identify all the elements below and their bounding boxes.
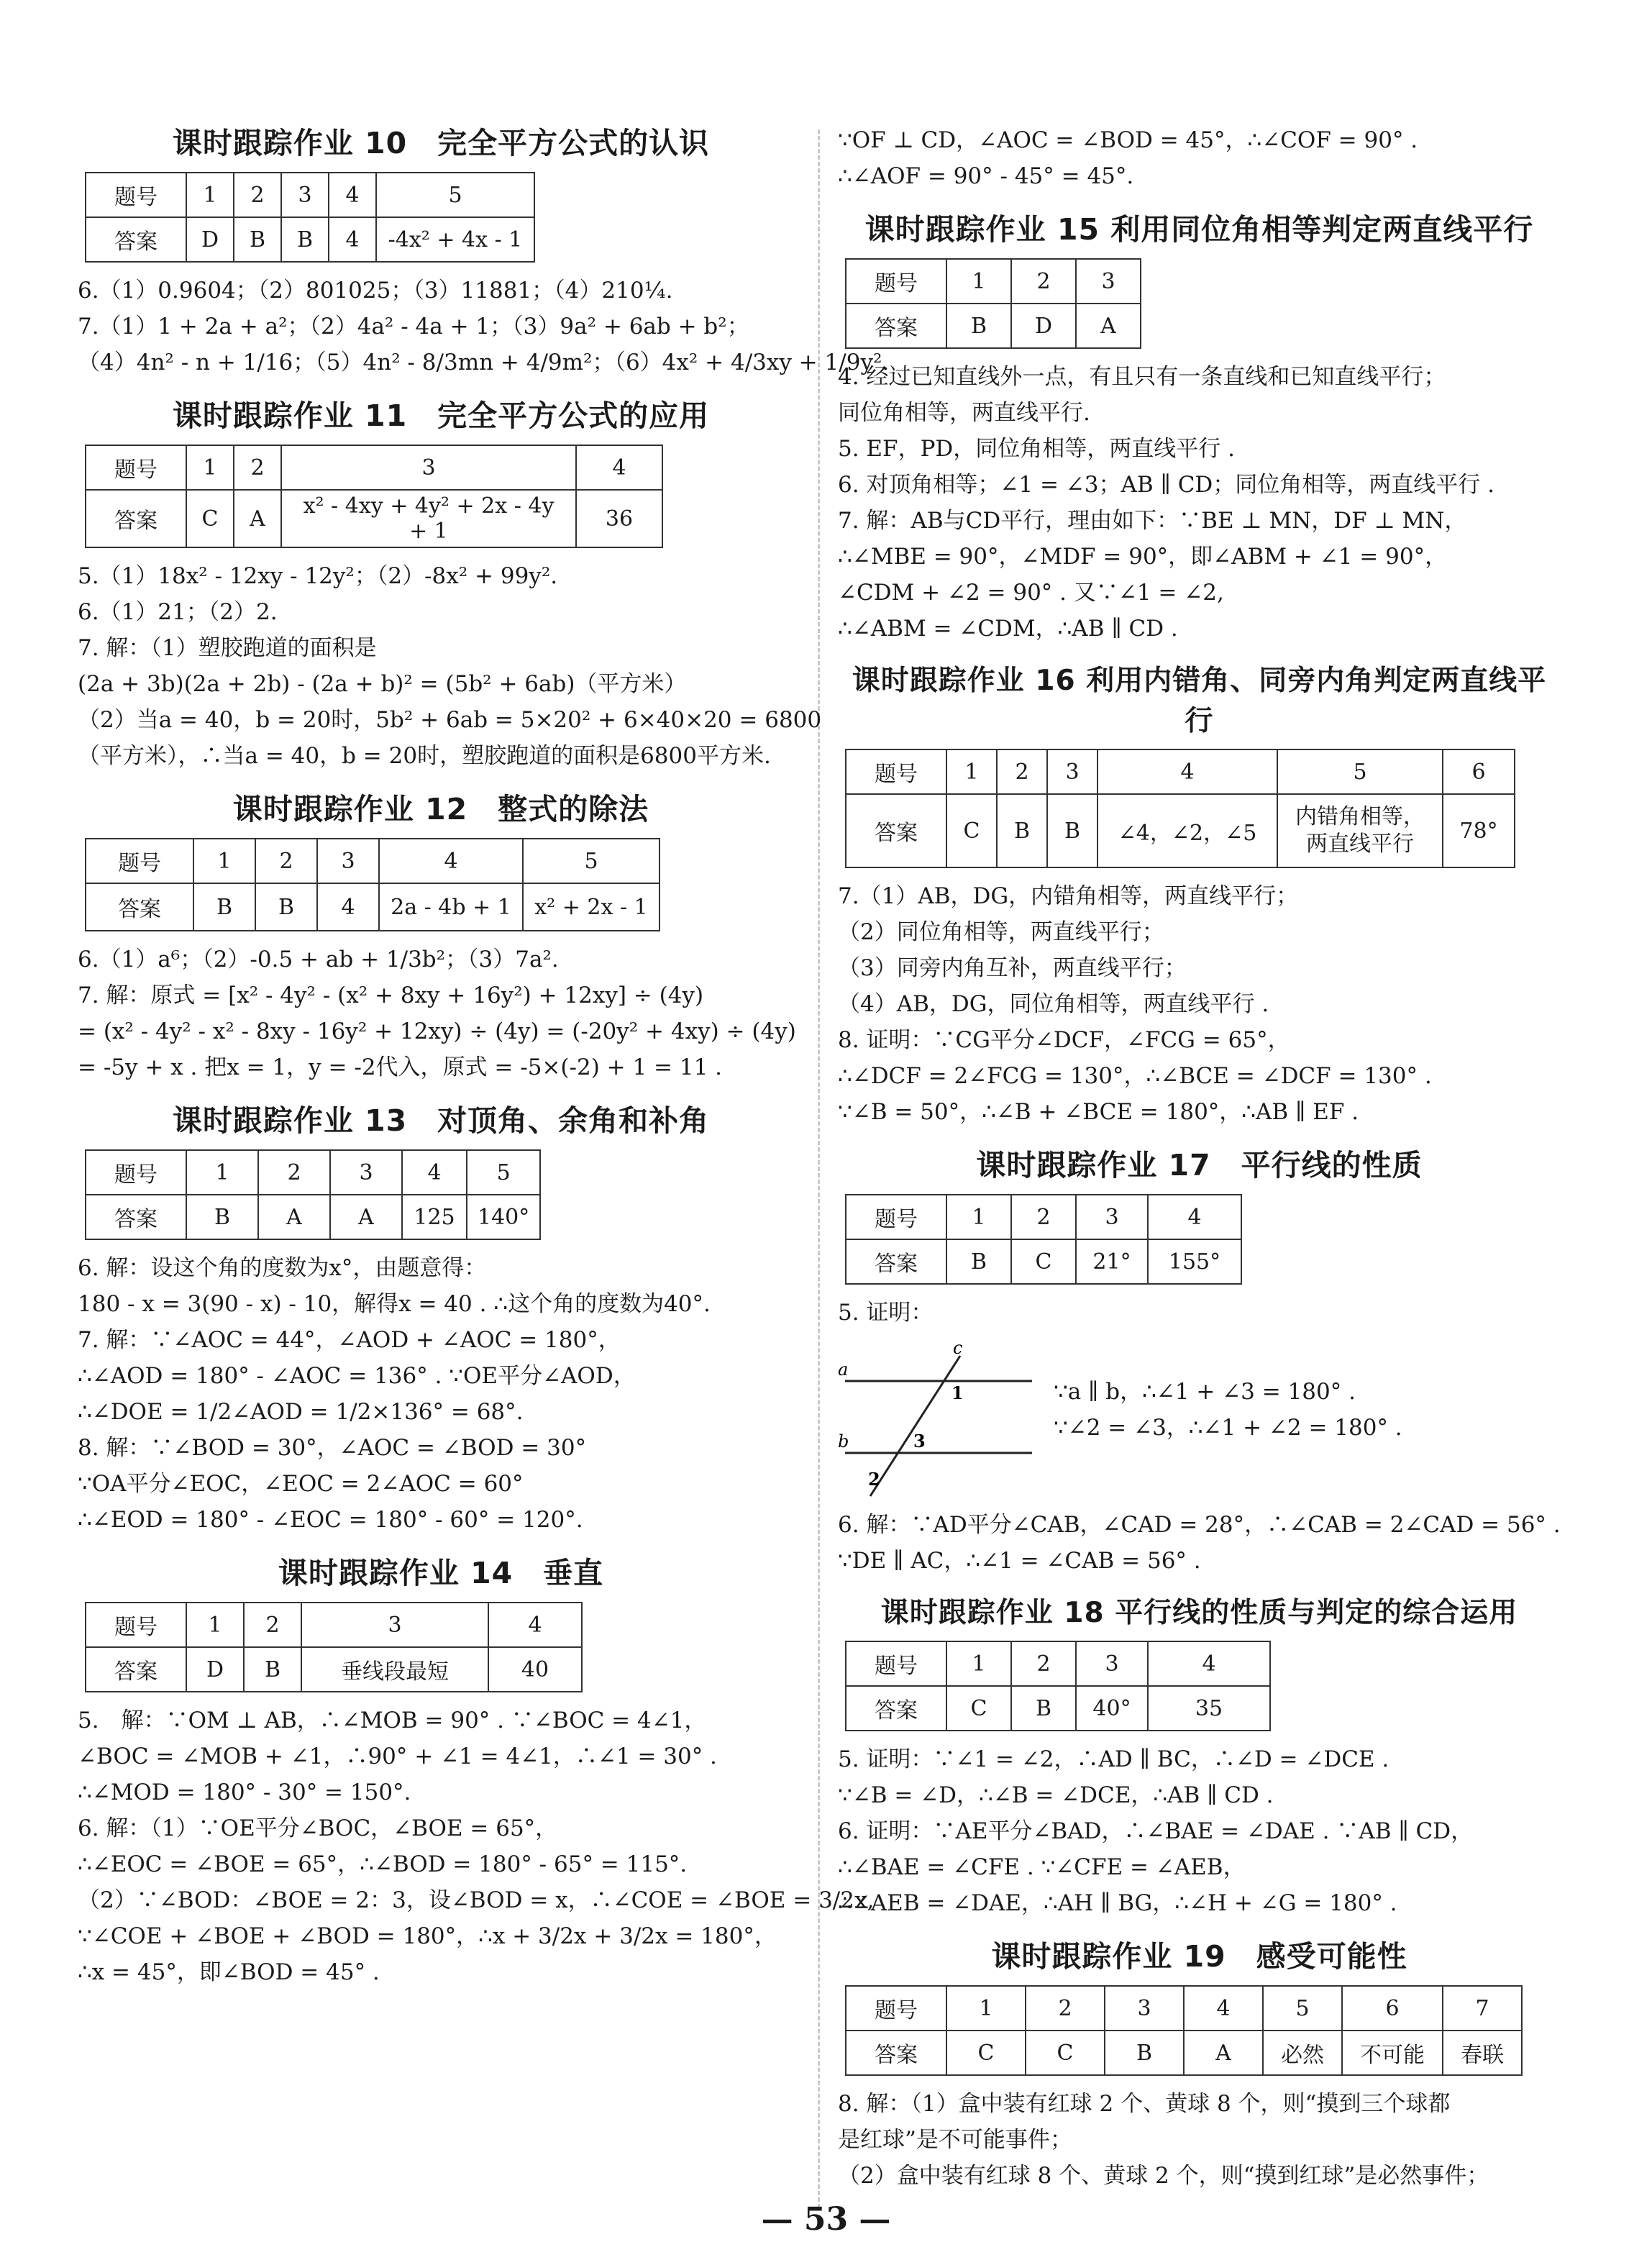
- text-line: 是红球”是不可能事件；: [838, 2127, 1072, 2153]
- text-line: 7. 解：AB与CD平行，理由如下：∵BE ⊥ MN，DF ⊥ MN，: [838, 508, 1467, 534]
- table-cell: D: [186, 217, 234, 262]
- answer-table: [845, 1641, 1271, 1731]
- text-line: 6. 解：∵AD平分∠CAB，∠CAD = 28°，∴∠CAB = 2∠CAD = 56° .: [838, 1512, 1561, 1538]
- table-cell: 1: [946, 1641, 1011, 1686]
- table-cell: 6: [1443, 749, 1515, 794]
- text-line: 7.（1）1 + 2a + a²；（2）4a² - 4a + 1；（3）9a² + 6ab + b²；: [78, 314, 749, 339]
- table-cell: 4: [329, 173, 376, 217]
- table-cell: 1: [946, 259, 1011, 304]
- figure-proof: [1054, 1374, 1402, 1446]
- table-cell: 2: [234, 173, 281, 217]
- table-cell: 5: [523, 839, 660, 883]
- section-title: 课时跟踪作业 14 垂直: [278, 1556, 604, 1590]
- section-title: 课时跟踪作业 19 感受可能性: [991, 1939, 1407, 1974]
- text-line: 6. 解：设这个角的度数为x°，由题意得：: [78, 1255, 487, 1281]
- section-14: [78, 1549, 875, 1990]
- table-cell: B: [997, 794, 1047, 867]
- table-cell: 5: [1277, 749, 1443, 794]
- table-cell: 3: [301, 1603, 488, 1647]
- table-cell: 答案: [86, 1647, 186, 1692]
- table-cell: 2: [244, 1603, 301, 1647]
- figure-diagram: [838, 1338, 1039, 1503]
- table-cell: 6: [1342, 1986, 1443, 2031]
- table-cell: B: [186, 1195, 258, 1239]
- table-cell: 4: [1148, 1195, 1241, 1239]
- text-line: 180 - x = 3(90 - x) - 10，解得x = 40 . ∴这个角的度数为40°.: [78, 1291, 711, 1317]
- table-cell: 3: [317, 839, 379, 883]
- table-cell: 7: [1443, 1986, 1522, 2031]
- table-cell: 2: [234, 445, 281, 490]
- table-cell: 4: [379, 839, 523, 883]
- table-cell: 3: [1047, 749, 1097, 794]
- text-line: ∵∠B = 50°，∴∠B + ∠BCE = 180°，∴AB ∥ EF .: [838, 1099, 1359, 1125]
- table-cell: 78°: [1443, 794, 1515, 867]
- label-angle-2: 2: [868, 1469, 880, 1490]
- table-cell: B: [281, 217, 329, 262]
- section-15: [838, 206, 1561, 647]
- text-line: ∴∠AOD = 180° - ∠AOC = 136° . ∵OE平分∠AOD，: [78, 1363, 636, 1389]
- table-cell: 3: [281, 173, 329, 217]
- table-cell: 3: [330, 1150, 402, 1195]
- text-line: ∴∠AOF = 90° - 45° = 45°.: [838, 163, 1134, 189]
- answer-table: [85, 172, 535, 263]
- table-cell: 2: [1026, 1986, 1105, 2031]
- table-cell: A: [330, 1195, 402, 1239]
- label-a: a: [838, 1359, 849, 1380]
- text-line: （2）当a = 40，b = 20时，5b² + 6ab = 5×20² + 6×40×20 = 6800: [78, 707, 822, 733]
- text-line: 7. 解：∵∠AOC = 44°，∠AOD + ∠AOC = 180°，: [78, 1327, 621, 1353]
- section-title: 课时跟踪作业 15 利用同位角相等判定两直线平行: [864, 212, 1534, 247]
- page-number: — 53 —: [761, 2201, 891, 2238]
- table-cell: C: [946, 2031, 1026, 2075]
- table-cell: 垂线段最短: [301, 1647, 488, 1692]
- section-title: 课时跟踪作业 10 完全平方公式的认识: [172, 126, 710, 160]
- table-cell: C: [1026, 2031, 1105, 2075]
- cell-line: 两直线平行: [1306, 831, 1414, 857]
- text-line: ∴∠BAE = ∠CFE . ∵∠CFE = ∠AEB，: [838, 1854, 1246, 1880]
- text-line: 同位角相等，两直线平行.: [838, 400, 1090, 426]
- table-cell: C: [186, 490, 234, 547]
- text-line: 4. 经过已知直线外一点，有且只有一条直线和已知直线平行；: [838, 364, 1446, 390]
- table-cell: 题号: [846, 1641, 946, 1686]
- table-cell: 3: [1076, 259, 1141, 304]
- text-line: ∠CDM + ∠2 = 90° . 又∵∠1 = ∠2,: [838, 580, 1224, 606]
- table-cell: x² + 2x - 1: [523, 883, 660, 931]
- table-cell: 答案: [86, 217, 186, 262]
- table-cell: 题号: [86, 1603, 186, 1647]
- section-11: [78, 392, 822, 774]
- table-cell: 4: [1148, 1641, 1270, 1686]
- table-cell: 答案: [846, 304, 946, 348]
- answer-table: [85, 838, 660, 931]
- section-title: 课时跟踪作业 13 对顶角、余角和补角: [172, 1103, 710, 1138]
- text-line: （3）同旁内角互补，两直线平行；: [838, 955, 1187, 981]
- text-line: 5. 解：∵OM ⊥ AB，∴∠MOB = 90° . ∵∠BOC = 4∠1，: [78, 1708, 707, 1733]
- table-cell: B: [946, 1239, 1011, 1284]
- text-line: 7. 解：原式 = [x² - 4y² - (x² + 8xy + 16y²) + 12xy] ÷ (4y): [78, 983, 704, 1008]
- answer-table: [845, 1985, 1523, 2076]
- table-cell: 2: [1011, 1641, 1076, 1686]
- parallel-lines-figure: [838, 1331, 1561, 1507]
- table-cell: B: [946, 304, 1011, 348]
- text-line: ∴∠DCF = 2∠FCG = 130°，∴∠BCE = ∠DCF = 130° .: [838, 1063, 1432, 1089]
- table-cell: B: [1105, 2031, 1184, 2075]
- table-cell: D: [1011, 304, 1076, 348]
- section-title: 课时跟踪作业 18 平行线的性质与判定的综合运用: [880, 1597, 1518, 1629]
- text-line: ∵∠COE + ∠BOE + ∠BOD = 180°，∴x + 3/2x + 3/2x = 180°，: [78, 1923, 777, 1949]
- text-line: （2）∵∠BOD：∠BOE = 2：3，设∠BOD = x，∴∠COE = ∠BOE = 3/2x,: [78, 1887, 875, 1913]
- answer-table: [845, 749, 1515, 868]
- table-cell: 1: [186, 1603, 244, 1647]
- text-line: 5. 证明：: [838, 1300, 934, 1326]
- text-line: ∠BOC = ∠MOB + ∠1，∴90° + ∠1 = 4∠1，∴∠1 = 30° .: [78, 1744, 717, 1769]
- table-cell: 必然: [1263, 2031, 1342, 2075]
- text-line: 5. 证明：∵∠1 = ∠2，∴AD ∥ BC，∴∠D = ∠DCE .: [838, 1746, 1389, 1772]
- table-cell: 2: [1011, 1195, 1076, 1239]
- table-cell: 4: [576, 445, 662, 490]
- table-cell: x² - 4xy + 4y² + 2x - 4y + 1: [281, 490, 576, 547]
- text-line: 5. EF，PD，同位角相等，两直线平行 .: [838, 436, 1235, 462]
- table-cell: 2a - 4b + 1: [379, 883, 523, 931]
- text-line: 8. 证明：∵CG平分∠DCF，∠FCG = 65°，: [838, 1027, 1290, 1053]
- section-12: [78, 785, 804, 1085]
- table-cell: 40°: [1076, 1686, 1148, 1731]
- text-line: （2）盒中装有红球 8 个、黄球 2 个，则“摸到红球”是必然事件；: [838, 2163, 1489, 2189]
- text-line: ∴∠EOD = 180° - ∠EOC = 180° - 60° = 120°.: [78, 1507, 583, 1533]
- table-cell: 答案: [846, 794, 946, 867]
- text-line: 6. 证明：∵AE平分∠BAD，∴∠BAE = ∠DAE . ∵AB ∥ CD，: [838, 1818, 1474, 1844]
- text-line: ∵a ∥ b，∴∠1 + ∠3 = 180° .: [1054, 1379, 1356, 1405]
- table-cell: A: [1076, 304, 1141, 348]
- table-cell: 2: [255, 839, 317, 883]
- answer-table: [845, 1194, 1242, 1285]
- text-line: （平方米），∴当a = 40，b = 20时，塑胶跑道的面积是6800平方米.: [78, 743, 771, 769]
- table-cell: 4: [329, 217, 376, 262]
- table-cell: B: [1011, 1686, 1076, 1731]
- text-line: = -5y + x . 把x = 1，y = -2代入，原式 = -5×(-2) + 1 = 11 .: [78, 1054, 723, 1080]
- table-cell: 题号: [846, 1986, 946, 2031]
- table-cell: 题号: [86, 173, 186, 217]
- text-line: 7.（1）AB，DG，内错角相等，两直线平行；: [838, 883, 1299, 909]
- table-cell: 答案: [846, 2031, 946, 2075]
- table-cell: 35: [1148, 1686, 1270, 1731]
- table-cell: 3: [1076, 1195, 1148, 1239]
- section-title: 课时跟踪作业 12 整式的除法: [232, 792, 649, 826]
- text-line: ∴∠ABM = ∠CDM，∴AB ∥ CD .: [838, 616, 1178, 642]
- table-cell: 春联: [1443, 2031, 1522, 2075]
- table-cell: B: [234, 217, 281, 262]
- table-cell: 140°: [467, 1195, 540, 1239]
- cell-line: 内错角相等，: [1295, 804, 1425, 829]
- table-cell: 1: [946, 1195, 1011, 1239]
- text-line: 6.（1）a⁶；（2）-0.5 + ab + 1/3b²；（3）7a².: [78, 947, 559, 972]
- table-cell: 2: [997, 749, 1047, 794]
- text-line: ∵OF ⊥ CD，∠AOC = ∠BOD = 45°，∴∠COF = 90° .: [838, 127, 1418, 153]
- line-c: [870, 1356, 960, 1496]
- label-angle-1: 1: [952, 1382, 964, 1403]
- table-cell: 40: [488, 1647, 582, 1692]
- right-column: [838, 122, 1561, 2194]
- table-cell: A: [234, 490, 281, 547]
- table-cell: 21°: [1076, 1239, 1148, 1284]
- label-angle-3: 3: [913, 1431, 926, 1451]
- table-cell: A: [1184, 2031, 1263, 2075]
- table-cell: 题号: [86, 445, 186, 490]
- table-cell: 答案: [86, 490, 186, 547]
- text-line: 6.（1）21；（2）2.: [78, 599, 278, 625]
- text-line: ∵OA平分∠EOC，∠EOC = 2∠AOC = 60°: [78, 1471, 524, 1497]
- table-cell: 5: [467, 1150, 540, 1195]
- table-cell: 题号: [86, 1150, 186, 1195]
- section-title: 课时跟踪作业 11 完全平方公式的应用: [172, 398, 710, 433]
- table-cell: B: [255, 883, 317, 931]
- section-title: 课时跟踪作业 16 利用内错角、同旁内角判定两直线平行: [852, 665, 1547, 737]
- table-cell: 4: [402, 1150, 467, 1195]
- table-cell: 题号: [846, 749, 946, 794]
- text-line: （2）同位角相等，两直线平行；: [838, 919, 1164, 945]
- section-16: [838, 658, 1561, 1130]
- text-line: (2a + 3b)(2a + 2b) - (2a + b)² = (5b² + 6ab)（平方米）: [78, 671, 687, 697]
- table-cell: 4: [1184, 1986, 1263, 2031]
- label-c: c: [953, 1338, 963, 1358]
- table-cell: C: [946, 1686, 1011, 1731]
- table-cell: 4: [317, 883, 379, 931]
- table-cell: 1: [946, 1986, 1026, 2031]
- text-line: ∴∠EOC = ∠BOE = 65°，∴∠BOD = 180° - 65° = 115°.: [78, 1851, 688, 1877]
- table-cell: 4: [1097, 749, 1277, 794]
- table-cell: 3: [281, 445, 576, 490]
- section-18: [838, 1590, 1561, 1921]
- text-line: ∴∠AEB = ∠DAE，∴AH ∥ BG，∴∠H + ∠G = 180° .: [838, 1890, 1397, 1916]
- table-cell: 2: [1011, 259, 1076, 304]
- table-cell: 3: [1076, 1641, 1148, 1686]
- text-line: ∵∠2 = ∠3，∴∠1 + ∠2 = 180° .: [1054, 1415, 1402, 1441]
- table-cell: 题号: [846, 259, 946, 304]
- text-line: 5.（1）18x² - 12xy - 12y²；（2）-8x² + 99y².: [78, 563, 558, 589]
- text-line: ∴∠DOE = 1/2∠AOD = 1/2×136° = 68°.: [78, 1399, 524, 1425]
- table-cell: 5: [376, 173, 534, 217]
- table-cell: 1: [193, 839, 255, 883]
- table-cell: B: [1047, 794, 1097, 867]
- section-10: [78, 119, 890, 380]
- table-cell: 155°: [1148, 1239, 1241, 1284]
- label-b: b: [838, 1431, 849, 1451]
- section-19: [838, 1933, 1561, 2194]
- table-cell: 36: [576, 490, 662, 547]
- text-line: 6. 解：（1）∵OE平分∠BOC，∠BOE = 65°，: [78, 1815, 558, 1841]
- table-cell: C: [1011, 1239, 1076, 1284]
- table-cell: 答案: [846, 1686, 946, 1731]
- answer-table: [85, 445, 663, 548]
- table-cell: 3: [1105, 1986, 1184, 2031]
- text-line: （4）4n² - n + 1/16；（5）4n² - 8/3mn + 4/9m²；（6）4x² + 4/3xy + 1/9y².: [78, 350, 890, 375]
- text-line: 8. 解：∵∠BOD = 30°，∠AOC = ∠BOD = 30°: [78, 1435, 587, 1461]
- table-cell: 1: [186, 173, 234, 217]
- text-line: ∴∠MOD = 180° - 30° = 150°.: [78, 1779, 411, 1805]
- table-cell: D: [186, 1647, 244, 1692]
- table-cell: [1277, 794, 1443, 867]
- table-cell: 不可能: [1342, 2031, 1443, 2075]
- table-cell: 题号: [846, 1195, 946, 1239]
- text-line: ∴x = 45°，即∠BOD = 45° .: [78, 1959, 380, 1985]
- table-cell: C: [946, 794, 997, 867]
- table-cell: 题号: [86, 839, 193, 883]
- answer-table: [85, 1602, 583, 1692]
- text-line: 7. 解：（1）塑胶跑道的面积是: [78, 635, 377, 661]
- table-cell: 1: [186, 1150, 258, 1195]
- table-cell: 1: [946, 749, 997, 794]
- text-line: 6.（1）0.9604；（2）801025；（3）11881；（4）210¼.: [78, 278, 673, 304]
- text-line: = (x² - 4y² - x² - 8xy - 16y² + 12xy) ÷ (4y) = (-20y² + 4xy) ÷ (4y): [78, 1018, 796, 1044]
- section-17: [838, 1141, 1561, 1579]
- table-cell: A: [258, 1195, 330, 1239]
- section-title: 课时跟踪作业 17 平行线的性质: [976, 1148, 1423, 1182]
- table-cell: 125: [402, 1195, 467, 1239]
- text-line: ∴∠MBE = 90°，∠MDF = 90°，即∠ABM + ∠1 = 90°，: [838, 544, 1448, 570]
- table-cell: ∠4，∠2，∠5: [1097, 794, 1277, 867]
- text-line: （4）AB，DG，同位角相等，两直线平行 .: [838, 991, 1269, 1017]
- answer-table: [85, 1149, 541, 1240]
- table-cell: 答案: [86, 883, 193, 931]
- table-cell: 5: [1263, 1986, 1342, 2031]
- table-cell: -4x² + 4x - 1: [376, 217, 534, 262]
- section-13: [78, 1097, 804, 1538]
- table-cell: 答案: [846, 1239, 946, 1284]
- text-line: 6. 对顶角相等；∠1 = ∠3；AB ∥ CD；同位角相等，两直线平行 .: [838, 472, 1494, 498]
- text-line: 8. 解：（1）盒中装有红球 2 个、黄球 8 个，则“摸到三个球都: [838, 2091, 1451, 2117]
- table-cell: 2: [258, 1150, 330, 1195]
- table-cell: 1: [186, 445, 234, 490]
- table-cell: 答案: [86, 1195, 186, 1239]
- text-line: ∵DE ∥ AC，∴∠1 = ∠CAB = 56° .: [838, 1548, 1201, 1574]
- answer-table: [845, 258, 1141, 349]
- table-cell: B: [193, 883, 255, 931]
- text-line: ∵∠B = ∠D，∴∠B = ∠DCE，∴AB ∥ CD .: [838, 1782, 1274, 1808]
- table-cell: B: [244, 1647, 301, 1692]
- table-cell: 4: [488, 1603, 582, 1647]
